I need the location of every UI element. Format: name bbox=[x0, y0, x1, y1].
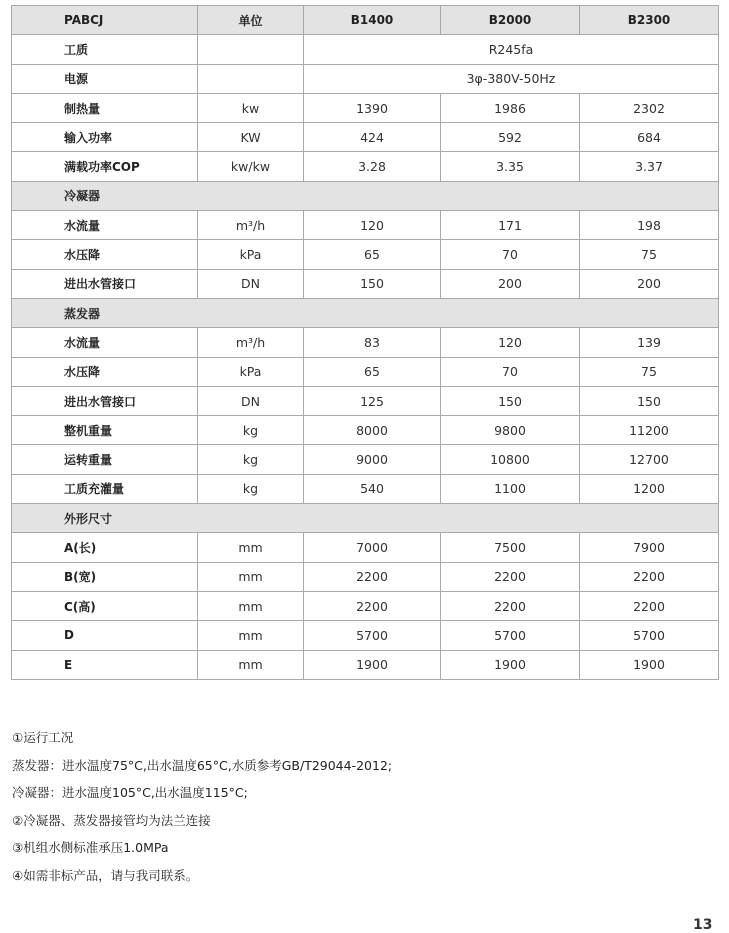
row-unit bbox=[198, 64, 304, 93]
table-row bbox=[12, 591, 719, 620]
table-row bbox=[12, 211, 719, 240]
row-value: 198 bbox=[580, 211, 719, 240]
row-value: 2200 bbox=[580, 591, 719, 620]
row-label: B(宽) bbox=[12, 562, 198, 591]
row-value: 7900 bbox=[580, 533, 719, 562]
row-value: 2200 bbox=[580, 562, 719, 591]
section-title: 外形尺寸 bbox=[12, 504, 719, 533]
row-value: 540 bbox=[304, 474, 441, 503]
header-cell: B2000 bbox=[441, 6, 580, 35]
row-value: 3.35 bbox=[441, 152, 580, 181]
row-value: 7500 bbox=[441, 533, 580, 562]
table-row bbox=[12, 474, 719, 503]
row-label: 水压降 bbox=[12, 240, 198, 269]
row-value: 2302 bbox=[580, 93, 719, 122]
row-value: 8000 bbox=[304, 416, 441, 445]
row-value: 1986 bbox=[441, 93, 580, 122]
table-row bbox=[12, 386, 719, 415]
row-value: 1900 bbox=[441, 650, 580, 679]
row-label: 满载功率COP bbox=[12, 152, 198, 181]
section-header-row bbox=[12, 181, 719, 210]
row-value: 424 bbox=[304, 123, 441, 152]
row-value: 12700 bbox=[580, 445, 719, 474]
note-line: 蒸发器：进水温度75°C,出水温度65°C,水质参考GB/T29044-2012; bbox=[12, 757, 393, 773]
row-label: 水压降 bbox=[12, 357, 198, 386]
merged-value: 3φ-380V-50Hz bbox=[304, 64, 719, 93]
table-row bbox=[12, 562, 719, 591]
row-label: 工质充灌量 bbox=[12, 474, 198, 503]
row-unit: m³/h bbox=[198, 211, 304, 240]
row-label: 水流量 bbox=[12, 328, 198, 357]
row-value: 2200 bbox=[441, 562, 580, 591]
header-model: PABCJ bbox=[12, 6, 198, 35]
row-label: 水流量 bbox=[12, 211, 198, 240]
header-cell: 单位 bbox=[198, 6, 304, 35]
row-unit: mm bbox=[198, 533, 304, 562]
row-value: 139 bbox=[580, 328, 719, 357]
row-value: 5700 bbox=[304, 621, 441, 650]
row-unit bbox=[198, 35, 304, 64]
row-value: 2200 bbox=[304, 591, 441, 620]
table-row bbox=[12, 64, 719, 93]
row-value: 9000 bbox=[304, 445, 441, 474]
row-label: 进出水管接口 bbox=[12, 386, 198, 415]
row-value: 75 bbox=[580, 357, 719, 386]
row-value: 11200 bbox=[580, 416, 719, 445]
row-unit: kPa bbox=[198, 240, 304, 269]
merged-value: R245fa bbox=[304, 35, 719, 64]
row-label: 整机重量 bbox=[12, 416, 198, 445]
section-title: 蒸发器 bbox=[12, 298, 719, 327]
row-value: 120 bbox=[304, 211, 441, 240]
row-value: 684 bbox=[580, 123, 719, 152]
row-value: 70 bbox=[441, 357, 580, 386]
row-unit: mm bbox=[198, 562, 304, 591]
row-value: 2200 bbox=[304, 562, 441, 591]
section-header-row bbox=[12, 298, 719, 327]
table-row bbox=[12, 269, 719, 298]
table-row bbox=[12, 416, 719, 445]
row-value: 2200 bbox=[441, 591, 580, 620]
row-unit: mm bbox=[198, 650, 304, 679]
row-label: 制热量 bbox=[12, 93, 198, 122]
row-value: 120 bbox=[441, 328, 580, 357]
row-label: 运转重量 bbox=[12, 445, 198, 474]
header-cell: B1400 bbox=[304, 6, 441, 35]
table-row bbox=[12, 35, 719, 64]
row-unit: mm bbox=[198, 621, 304, 650]
row-value: 150 bbox=[304, 269, 441, 298]
table-header-row bbox=[12, 6, 719, 35]
row-value: 65 bbox=[304, 240, 441, 269]
row-value: 1390 bbox=[304, 93, 441, 122]
notes bbox=[12, 728, 712, 893]
note-line: 冷凝器：进水温度105°C,出水温度115°C; bbox=[12, 785, 248, 800]
row-unit: DN bbox=[198, 269, 304, 298]
row-unit: DN bbox=[198, 386, 304, 415]
row-label: 工质 bbox=[12, 35, 198, 64]
row-value: 200 bbox=[580, 269, 719, 298]
row-value: 1900 bbox=[580, 650, 719, 679]
row-value: 1900 bbox=[304, 650, 441, 679]
note-line: ④如需非标产品，请与我司联系。 bbox=[12, 867, 199, 883]
row-unit: m³/h bbox=[198, 328, 304, 357]
row-label: C(高) bbox=[12, 591, 198, 620]
row-unit: KW bbox=[198, 123, 304, 152]
section-header-row bbox=[12, 504, 719, 533]
row-unit: kPa bbox=[198, 357, 304, 386]
table-row bbox=[12, 650, 719, 679]
row-label: 电源 bbox=[12, 64, 198, 93]
table-row bbox=[12, 445, 719, 474]
row-value: 83 bbox=[304, 328, 441, 357]
table-row bbox=[12, 621, 719, 650]
row-value: 1200 bbox=[580, 474, 719, 503]
row-value: 9800 bbox=[441, 416, 580, 445]
row-label: 进出水管接口 bbox=[12, 269, 198, 298]
row-value: 1100 bbox=[441, 474, 580, 503]
row-label: 输入功率 bbox=[12, 123, 198, 152]
note-line: ①运行工况 bbox=[12, 730, 74, 745]
section-title: 冷凝器 bbox=[12, 181, 719, 210]
row-value: 592 bbox=[441, 123, 580, 152]
header-cell: B2300 bbox=[580, 6, 719, 35]
row-value: 171 bbox=[441, 211, 580, 240]
row-label: E bbox=[12, 650, 198, 679]
table-row bbox=[12, 152, 719, 181]
row-label: A(长) bbox=[12, 533, 198, 562]
row-value: 125 bbox=[304, 386, 441, 415]
row-label: D bbox=[12, 621, 198, 650]
row-value: 150 bbox=[441, 386, 580, 415]
note-line: ②冷凝器、蒸发器接管均为法兰连接 bbox=[12, 812, 211, 828]
row-value: 70 bbox=[441, 240, 580, 269]
table-row bbox=[12, 357, 719, 386]
row-unit: kg bbox=[198, 474, 304, 503]
row-value: 75 bbox=[580, 240, 719, 269]
table-row bbox=[12, 123, 719, 152]
row-value: 5700 bbox=[441, 621, 580, 650]
table-row bbox=[12, 533, 719, 562]
page-number: 13 bbox=[693, 917, 713, 933]
row-unit: kg bbox=[198, 445, 304, 474]
row-value: 10800 bbox=[441, 445, 580, 474]
row-value: 3.37 bbox=[580, 152, 719, 181]
row-unit: kw bbox=[198, 93, 304, 122]
row-value: 7000 bbox=[304, 533, 441, 562]
spec-table bbox=[11, 5, 719, 680]
row-unit: kg bbox=[198, 416, 304, 445]
row-value: 5700 bbox=[580, 621, 719, 650]
row-unit: kw/kw bbox=[198, 152, 304, 181]
row-value: 65 bbox=[304, 357, 441, 386]
row-value: 150 bbox=[580, 386, 719, 415]
table-row bbox=[12, 93, 719, 122]
table-row bbox=[12, 328, 719, 357]
row-value: 3.28 bbox=[304, 152, 441, 181]
table-row bbox=[12, 240, 719, 269]
note-line: ③机组水侧标准承压1.0MPa bbox=[12, 840, 169, 855]
row-unit: mm bbox=[198, 591, 304, 620]
row-value: 200 bbox=[441, 269, 580, 298]
